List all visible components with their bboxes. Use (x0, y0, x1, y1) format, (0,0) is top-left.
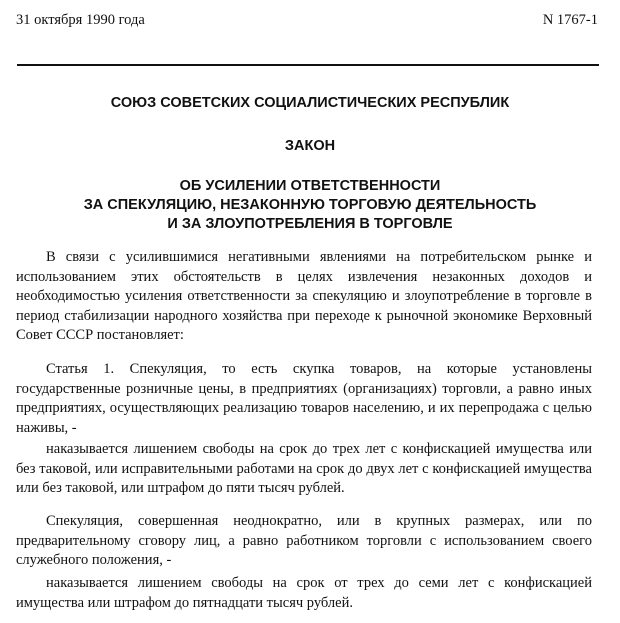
article-1-paragraph: Статья 1. Спекуляция, то есть скупка товаров, на которые установлены государственные розничные цены, в предприятиях (организациях) торговли, а равно иных предприятиях, осуществляющих реализацию товаров населению, и их перепродажа с целью наживы, - (16, 361, 592, 436)
penalty-paragraph: наказывается лишением свободы на срок до трех лет с конфискацией имущества или без таковой, или исправительными работами на срок до двух лет с конфискацией имущества или без таковой, или штрафом до пяти тысяч рублей. (16, 441, 592, 496)
aggravated-penalty-paragraph: наказывается лишением свободы на срок от трех до семи лет с конфискацией имущества или штрафом до пятнадцати тысяч рублей. (16, 575, 592, 611)
law-title (0, 177, 620, 234)
preamble-paragraph: В связи с усилившимися негативными явлениями на потребительском рынке и использованием этих обстоятельств в целях извлечения незаконных доходов и необходимостью усиления ответственности за спекуляцию и злоупотребление в торговле в период стабилизации народного хозяйства при переходе к рыночной экономике Верховный Совет СССР постановляет: (16, 249, 592, 343)
document-type: ЗАКОН (284, 138, 336, 154)
law-title-line: И ЗА ЗЛОУПОТРЕБЛЕНИЯ В ТОРГОВЛЕ (167, 216, 453, 232)
document-date: 31 октября 1990 года (16, 12, 145, 28)
aggravated-speculation-paragraph: Спекуляция, совершенная неоднократно, или в крупных размерах, или по предварительному сговору лиц, а равно работником торговли с использованием своего служебного положения, - (16, 513, 592, 568)
law-title-line: ОБ УСИЛЕНИИ ОТВЕТСТВЕННОСТИ (179, 178, 441, 194)
state-title: СОЮЗ СОВЕТСКИХ СОЦИАЛИСТИЧЕСКИХ РЕСПУБЛИК (110, 95, 510, 111)
document-number: N 1767-1 (542, 12, 598, 28)
header-divider (17, 64, 599, 66)
law-title-line: ЗА СПЕКУЛЯЦИЮ, НЕЗАКОННУЮ ТОРГОВУЮ ДЕЯТЕЛЬНОСТЬ (83, 197, 537, 213)
